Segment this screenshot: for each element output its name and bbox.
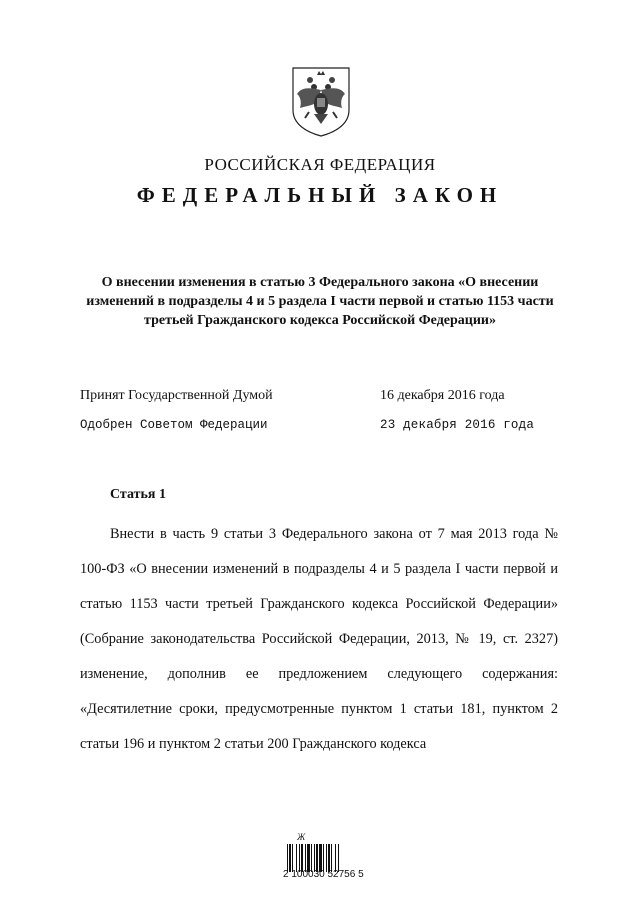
article-heading: Статья 1 <box>110 487 166 502</box>
council-approval-date: 23 декабря 2016 года <box>380 418 535 432</box>
duma-adoption-date: 16 декабря 2016 года <box>380 388 505 403</box>
russian-coat-of-arms-icon <box>290 66 352 138</box>
law-title: О внесении изменения в статью 3 Федерального закона «О внесении изменений в подразделы 4 и 5 раздела I части первой и статью 1153 части третьей Гражданского кодекса Российской Федерации» <box>86 275 554 328</box>
council-approval-label: Одобрен Советом Федерации <box>80 418 268 432</box>
article-body: Внести в часть 9 статьи 3 Федерального закона от 7 мая 2013 года № 100-ФЗ «О внесении изменений в подразделы 4 и 5 раздела I части первой и статью 1153 части третьей Гражданского кодекса Российской Федерации» (Собрание законодательства Российской Федерации, 2013, № 19, ст. 2327) изменение, дополнив ее предложением следующего содержания: «Десятилетние сроки, предусмотренные пунктом 1 статьи 181, пунктом 2 статьи 196 и пунктом 2 статьи 200 Гражданского кодекса <box>80 526 558 752</box>
document-type: ФЕДЕРАЛЬНЫЙ ЗАКОН <box>136 183 504 207</box>
barcode-number: 2 100030 52756 5 <box>283 869 364 880</box>
duma-adoption-label: Принят Государственной Думой <box>80 388 273 403</box>
barcode-mark: Ж <box>297 832 306 842</box>
country-name: РОССИЙСКАЯ ФЕДЕРАЦИЯ <box>204 155 436 174</box>
